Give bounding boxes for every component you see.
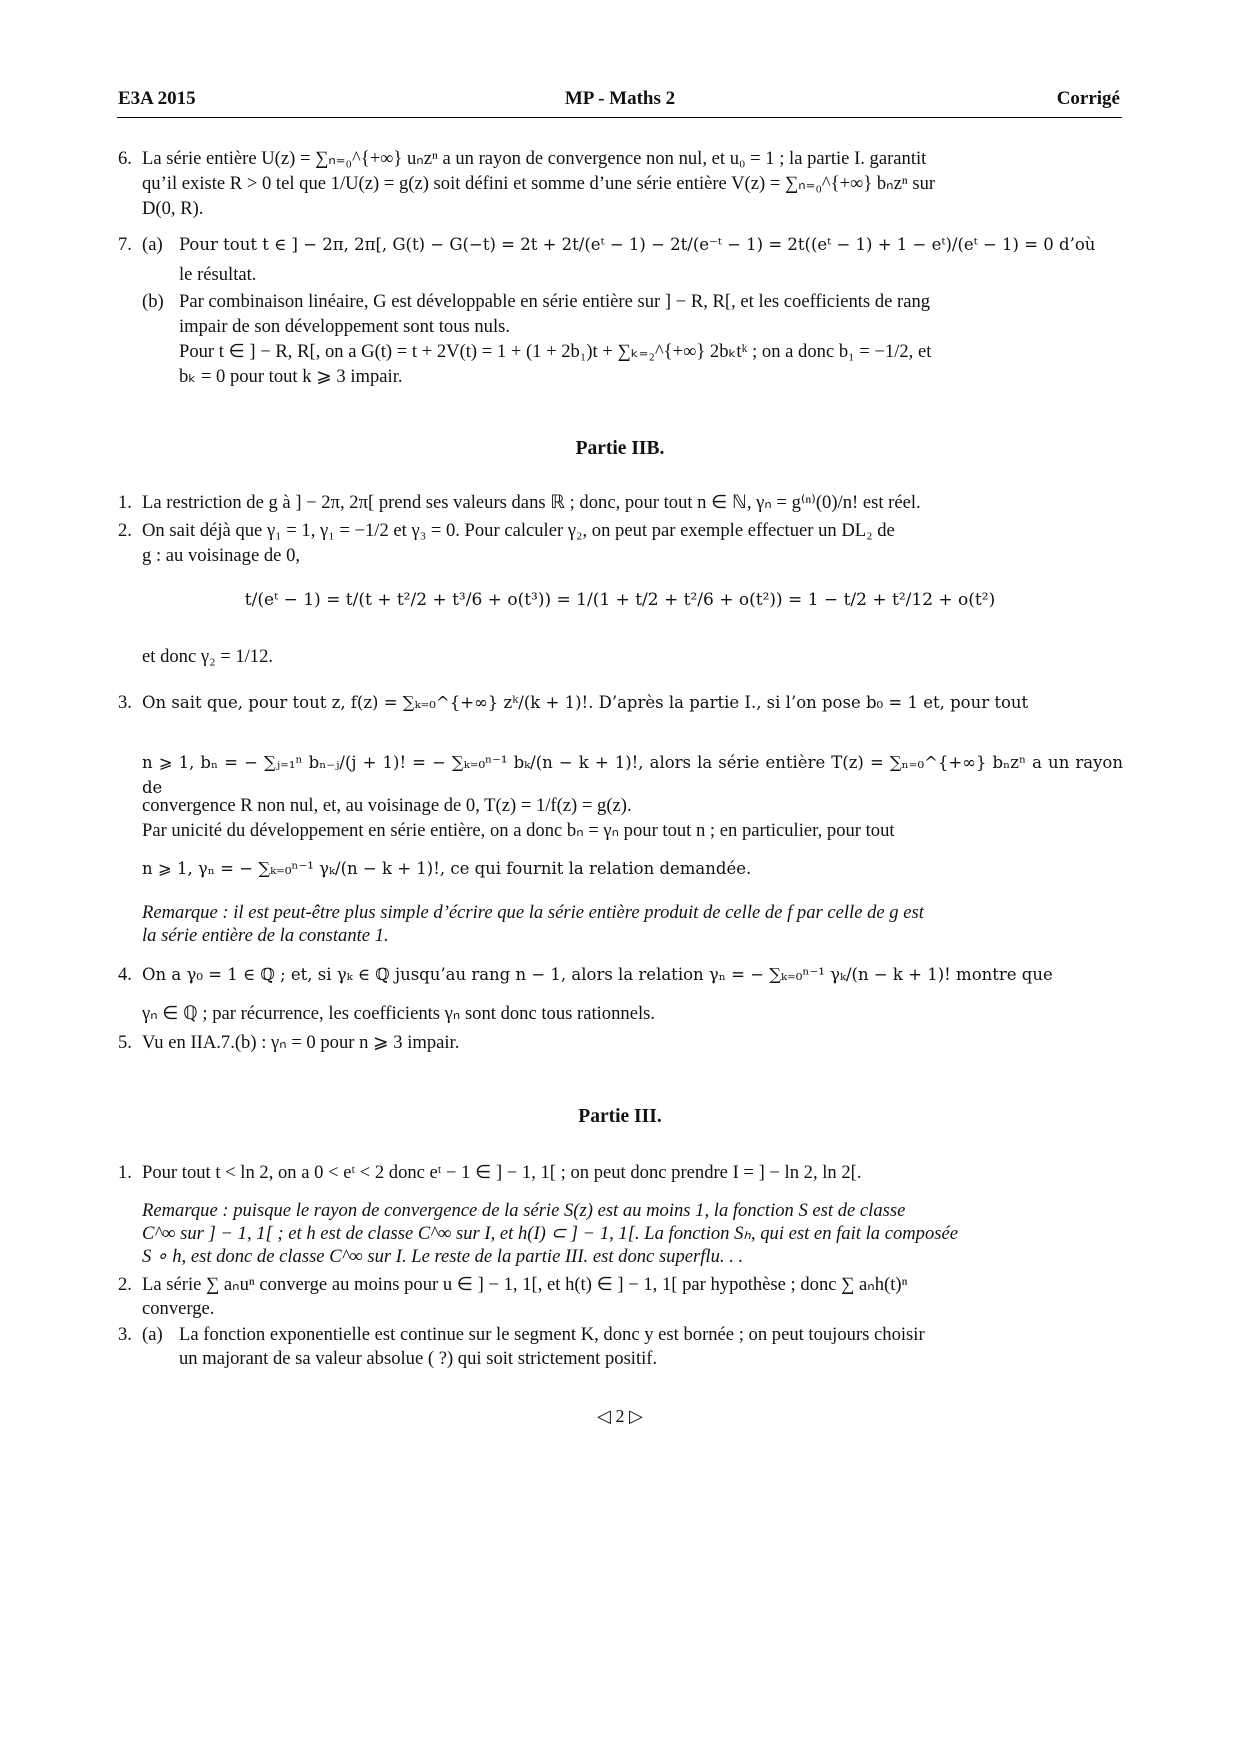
iib-1-line-1: La restriction de g à ] − 2π, 2π[ prend ses valeurs dans ℝ ; donc, pour tout n ∈ ℕ, γₙ = g⁽ⁿ⁾(0)/n! est réel. (142, 492, 921, 513)
iib-item-4 (118, 962, 1123, 1026)
item-7b-line-3: Pour t ∈ ] − R, R[, on a G(t) = t + 2V(t) = 1 + (1 + 2b₁)t + ∑ₖ₌₂^{+∞} 2bₖtᵏ ; on a donc b₁ = −1/2, et (179, 341, 932, 362)
iii-item-3 (118, 1322, 1123, 1372)
item-number: 7. (118, 234, 132, 255)
iii-item-1 (118, 1160, 1123, 1270)
item-6-line-2: qu’il existe R > 0 tel que 1/U(z) = g(z) soit défini et somme d’une série entière V(z) = ∑ₙ₌₀^{+∞} bₙzⁿ sur (142, 173, 936, 194)
iii-2-line-2: converge. (142, 1298, 215, 1319)
iia-item-6 (118, 146, 1123, 221)
iib-5-line-1: Vu en IIA.7.(b) : γₙ = 0 pour n ⩾ 3 impair. (142, 1032, 460, 1053)
iib-3-line-3: convergence R non nul, et, au voisinage de 0, T(z) = 1/f(z) = g(z). (142, 795, 632, 816)
iib-3-line-2: n ⩾ 1, bₙ = − ∑ⱼ₌₁ⁿ bₙ₋ⱼ/(j + 1)! = − ∑ₖ₌₀ⁿ⁻¹ bₖ/(n − k + 1)!, alors la série entière T(z) = ∑ₙ₌₀^{+∞} bₙzⁿ a un rayon de (142, 753, 1123, 797)
iii-1-line-1: Pour tout t < ln 2, on a 0 < eᵗ < 2 donc eᵗ − 1 ∈ ] − 1, 1[ ; on peut donc prendre I = ] − ln 2, ln 2[. (142, 1162, 862, 1183)
iii-1-remark-1: Remarque : puisque le rayon de convergence de la série S(z) est au moins 1, la fonction S est de classe (142, 1200, 906, 1221)
iia-item-7 (118, 232, 1123, 392)
iib-3-line-1: On sait que, pour tout z, f(z) = ∑ₖ₌₀^{+∞} zᵏ/(k + 1)!. D’après la partie I., si l’on pose b₀ = 1 et, pour tout (142, 693, 1029, 712)
header-left: E3A 2015 (118, 88, 196, 109)
item-6-line-3: D(0, R). (142, 198, 204, 219)
iib-item-1 (118, 490, 1123, 515)
iib-2-line-1: On sait déjà que γ₁ = 1, γ₁ = −1/2 et γ₃ = 0. Pour calculer γ₂, on peut par exemple effectuer un DL₂ de (142, 520, 895, 541)
iii-3a-line-1: La fonction exponentielle est continue sur le segment K, donc y est bornée ; on peut toujours choisir (179, 1324, 925, 1345)
item-number: 1. (118, 492, 132, 513)
iib-item-3 (118, 690, 1123, 946)
sub-label: (b) (142, 291, 164, 312)
page-number: ◁ 2 ▷ (597, 1406, 643, 1426)
display-equation-dl2: t/(eᵗ − 1) = t/(t + t²/2 + t³/6 + o(t³)) = 1/(1 + t/2 + t²/6 + o(t²)) = 1 − t/2 + t²/12 + o(t²) (244, 590, 996, 610)
item-7b-line-2: impair de son développement sont tous nuls. (179, 316, 511, 337)
iii-3a-line-2: un majorant de sa valeur absolue ( ?) qui soit strictement positif. (179, 1348, 658, 1369)
iii-2-line-1: La série ∑ aₙuⁿ converge au moins pour u ∈ ] − 1, 1[, et h(t) ∈ ] − 1, 1[ par hypothèse ; donc ∑ aₙh(t)ⁿ (142, 1274, 908, 1295)
item-7b-line-1: Par combinaison linéaire, G est développable en série entière sur ] − R, R[, et les coefficients de rang (179, 291, 931, 312)
iib-3-line-4: Par unicité du développement en série entière, on a donc bₙ = γₙ pour tout n ; en particulier, pour tout (142, 820, 895, 841)
header-rule (117, 117, 1122, 118)
item-number: 4. (118, 964, 132, 985)
section-heading-iii: Partie III. (578, 1106, 662, 1127)
iib-4-line-2: γₙ ∈ ℚ ; par récurrence, les coefficients γₙ sont donc tous rationnels. (142, 1003, 655, 1024)
iii-1-remark-2: C^∞ sur ] − 1, 1[ ; et h est de classe C^∞ sur I, et h(I) ⊂ ] − 1, 1[. La fonction Sₕ, qui est en fait la composée (142, 1223, 959, 1244)
header-right: Corrigé (1056, 88, 1120, 109)
iib-2-after: et donc γ₂ = 1/12. (142, 646, 274, 667)
item-6-line-1: La série entière U(z) = ∑ₙ₌₀^{+∞} uₙzⁿ a un rayon de convergence non nul, et u₀ = 1 ; la partie I. garantit (142, 148, 927, 169)
section-heading-iib: Partie IIB. (575, 438, 665, 459)
item-7b-line-4: bₖ = 0 pour tout k ⩾ 3 impair. (179, 366, 403, 387)
sub-label: (a) (142, 234, 163, 255)
iib-3-remark-2: la série entière de la constante 1. (142, 925, 389, 946)
iib-3-line-5: n ⩾ 1, γₙ = − ∑ₖ₌₀ⁿ⁻¹ γₖ/(n − k + 1)!, ce qui fournit la relation demandée. (142, 859, 752, 878)
item-number: 1. (118, 1162, 132, 1183)
iib-4-line-1: On a γ₀ = 1 ∈ ℚ ; et, si γₖ ∈ ℚ jusqu’au rang n − 1, alors la relation γₙ = − ∑ₖ₌₀ⁿ⁻¹ γₖ/(n − k + 1)! montre que (142, 965, 1053, 984)
iib-2-line-2: g : au voisinage de 0, (142, 545, 301, 566)
item-number: 2. (118, 520, 132, 541)
item-number: 3. (118, 692, 132, 713)
item-number: 5. (118, 1032, 132, 1053)
iii-1-remark-3: S ∘ h, est donc de classe C^∞ sur I. Le reste de la partie III. est donc superflu. . . (142, 1246, 744, 1267)
item-number: 2. (118, 1274, 132, 1295)
sub-label: (a) (142, 1324, 163, 1345)
iib-3-remark-1: Remarque : il est peut-être plus simple d’écrire que la série entière produit de celle de f par celle de g est (142, 902, 924, 923)
item-7a-line-1: Pour tout t ∈ ] − 2π, 2π[, G(t) − G(−t) = 2t + 2t/(eᵗ − 1) − 2t/(e⁻ᵗ − 1) = 2t((eᵗ − 1) + 1 − eᵗ)/(eᵗ − 1) = 0 d’où (179, 235, 1096, 254)
item-number: 3. (118, 1324, 132, 1345)
iib-item-5 (118, 1030, 1123, 1055)
item-number: 6. (118, 148, 132, 169)
item-7a-line-2: le résultat. (179, 264, 257, 285)
header-center: MP - Maths 2 (564, 88, 676, 109)
iii-item-2 (118, 1272, 1123, 1322)
